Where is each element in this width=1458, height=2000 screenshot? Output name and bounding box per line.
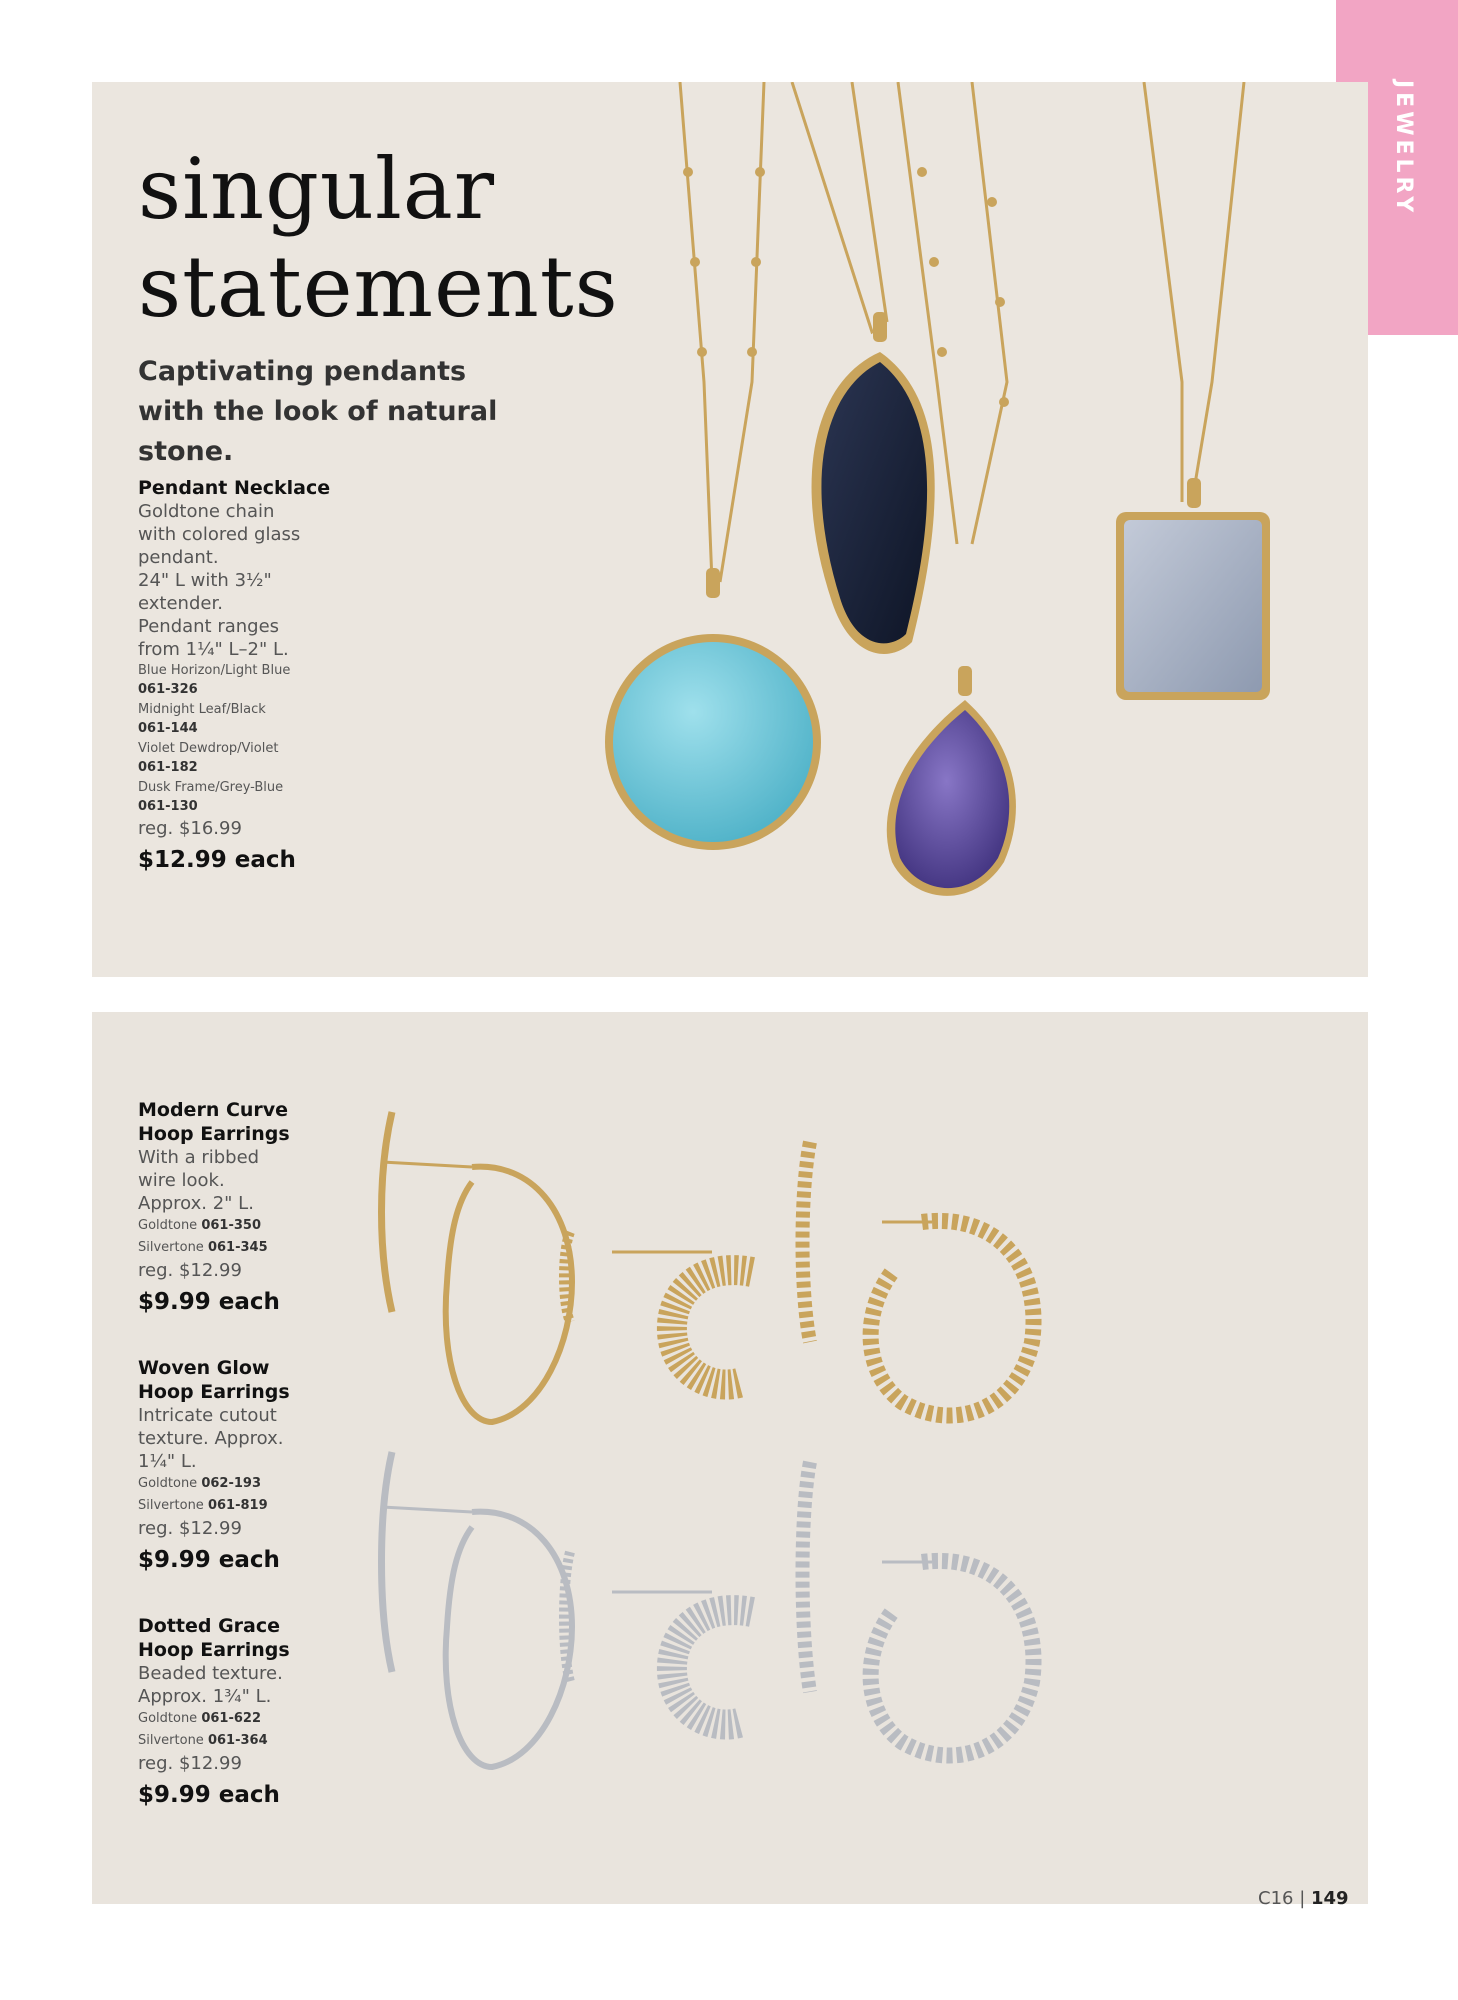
regular-price: reg. $16.99 bbox=[138, 818, 242, 839]
option-line bbox=[138, 1730, 368, 1752]
variant-label: Midnight Leaf/Black bbox=[138, 702, 266, 717]
product-desc-line: with colored glass bbox=[138, 524, 301, 545]
option-sku: 062-193 bbox=[201, 1476, 261, 1491]
product-desc-line: Pendant ranges bbox=[138, 616, 280, 637]
blue-stone bbox=[613, 642, 813, 842]
product-desc-line: 1¼" L. bbox=[138, 1451, 197, 1472]
regular-price: reg. $12.99 bbox=[138, 1753, 242, 1774]
product-desc-line: from 1¼" L–2" L. bbox=[138, 639, 289, 660]
option-label: Silvertone bbox=[138, 1498, 204, 1513]
option-label: Silvertone bbox=[138, 1240, 204, 1255]
necklace-chains bbox=[680, 82, 1244, 582]
product-desc-line: Approx. 2" L. bbox=[138, 1193, 254, 1214]
silver-earrings bbox=[382, 1452, 1034, 1767]
headline-line-1: singular bbox=[138, 140, 496, 238]
product-name-line: Hoop Earrings bbox=[138, 1639, 290, 1661]
product-name-line: Hoop Earrings bbox=[138, 1123, 290, 1145]
page-headline bbox=[138, 140, 619, 336]
folio-code: C16 bbox=[1258, 1888, 1294, 1909]
option-label: Silvertone bbox=[138, 1733, 204, 1748]
sale-price: $12.99 each bbox=[138, 847, 296, 873]
variant-label: Violet Dewdrop/Violet bbox=[138, 741, 279, 756]
product-name: Pendant Necklace bbox=[138, 477, 331, 499]
option-line bbox=[138, 1237, 368, 1259]
sale-price: $9.99 each bbox=[138, 1289, 280, 1315]
product-name-line: Hoop Earrings bbox=[138, 1381, 290, 1403]
option-label: Goldtone bbox=[138, 1476, 198, 1491]
sale-price: $9.99 each bbox=[138, 1547, 280, 1573]
option-sku: 061-819 bbox=[207, 1498, 268, 1513]
option-sku: 061-350 bbox=[201, 1218, 261, 1233]
product-desc-line: Intricate cutout bbox=[138, 1405, 277, 1426]
page-number: 149 bbox=[1311, 1888, 1349, 1909]
necklace-panel bbox=[92, 82, 1368, 977]
earrings-panel bbox=[92, 1012, 1368, 1904]
product-desc-line: wire look. bbox=[138, 1170, 225, 1191]
section-tab-label: JEWELRY bbox=[1391, 80, 1416, 217]
subheadline: Captivating pendants with the look of natural stone. bbox=[138, 356, 498, 467]
option-sku: 061-345 bbox=[207, 1240, 268, 1255]
product-name-line: Woven Glow bbox=[138, 1357, 270, 1379]
product-desc-line: Approx. 1¾" L. bbox=[138, 1686, 272, 1707]
regular-price: reg. $12.99 bbox=[138, 1260, 242, 1281]
sale-price: $9.99 each bbox=[138, 1782, 280, 1808]
earring-product-woven-glow bbox=[138, 1356, 368, 1577]
pendant-product bbox=[138, 476, 368, 877]
option-line bbox=[138, 1495, 368, 1517]
variant-sku: 061-130 bbox=[138, 799, 198, 814]
variant-sku: 061-326 bbox=[138, 682, 198, 697]
earring-product-dotted-grace bbox=[138, 1614, 368, 1812]
product-name-line: Dotted Grace bbox=[138, 1615, 281, 1637]
variant-sku: 061-182 bbox=[138, 760, 198, 775]
option-label: Goldtone bbox=[138, 1711, 198, 1726]
product-desc-line: pendant. bbox=[138, 547, 219, 568]
variant-label: Dusk Frame/Grey-Blue bbox=[138, 780, 284, 795]
product-name-line: Modern Curve bbox=[138, 1099, 289, 1121]
option-line bbox=[138, 1215, 368, 1237]
page-folio: C16 | 149 bbox=[1258, 1888, 1349, 1909]
regular-price: reg. $12.99 bbox=[138, 1518, 242, 1539]
variant-sku: 061-144 bbox=[138, 721, 198, 736]
option-line bbox=[138, 1473, 368, 1495]
grey-stone bbox=[1124, 520, 1262, 692]
product-desc-line: texture. Approx. bbox=[138, 1428, 284, 1449]
chain-beads bbox=[683, 167, 1009, 407]
product-desc-line: 24" L with 3½" bbox=[138, 570, 272, 591]
product-desc-line: With a ribbed bbox=[138, 1147, 260, 1168]
option-sku: 061-364 bbox=[207, 1733, 268, 1748]
variant-label: Blue Horizon/Light Blue bbox=[138, 663, 291, 678]
product-desc-line: extender. bbox=[138, 593, 223, 614]
product-desc-line: Goldtone chain bbox=[138, 501, 275, 522]
option-label: Goldtone bbox=[138, 1218, 198, 1233]
earring-product-modern-curve bbox=[138, 1098, 368, 1319]
product-desc-line: Beaded texture. bbox=[138, 1663, 283, 1684]
headline-line-2: statements bbox=[138, 238, 619, 336]
option-sku: 061-622 bbox=[201, 1711, 261, 1726]
option-line bbox=[138, 1708, 368, 1730]
gold-earrings bbox=[382, 1112, 1034, 1422]
